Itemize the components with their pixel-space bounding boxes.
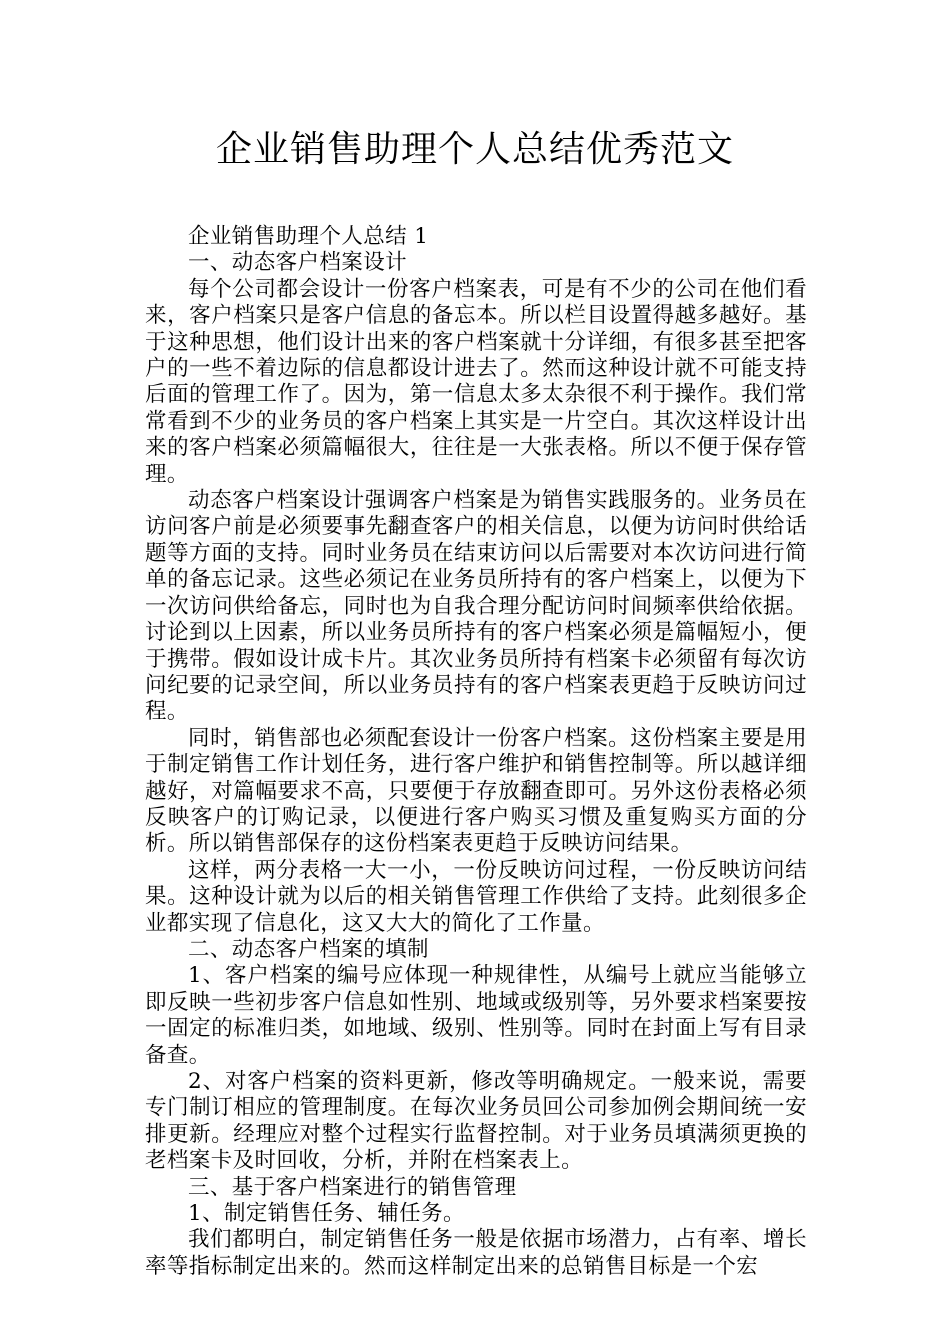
body-paragraph: 我们都明白，制定销售任务一般是依据市场潜力，占有率、增长率等指标制定出来的。然而这样制定出来的总销售目标是一个宏 — [145, 1227, 807, 1279]
subheading: 二、动态客户档案的填制 — [188, 936, 429, 962]
document-title: 企业销售助理个人总结优秀范文 — [215, 129, 734, 170]
body-paragraph: 同时，销售部也必须配套设计一份客户档案。这份档案主要是用于制定销售工作计划任务，进行客户维护和销售控制等。所以越详细越好，对篇幅要求不高，只要便于存放翻查即可。另外这份表格必须反映客户的订购记录，以便进行客户购买习惯及重复购买方面的分析。所以销售部保存的这份档案表更趋于反映访问结果。 — [145, 725, 807, 857]
body-paragraph: 2、对客户档案的资料更新，修改等明确规定。一般来说，需要专门制订相应的管理制度。在每次业务员回公司参加例会期间统一安排更新。经理应对整个过程实行监督控制。对于业务员填满须更换的老档案卡及时回收，分析，并附在档案表上。 — [145, 1069, 807, 1174]
subheading: 三、基于客户档案进行的销售管理 — [188, 1174, 517, 1200]
body-paragraph: 1、客户档案的编号应体现一种规律性，从编号上就应当能够立即反映一些初步客户信息如性别、地域或级别等，另外要求档案要按一固定的标准归类，如地域、级别、性别等。同时在封面上写有目录备查。 — [145, 963, 807, 1068]
subheading: 1、制定销售任务、辅任务。 — [188, 1201, 465, 1227]
document-body — [145, 224, 807, 1280]
body-paragraph: 每个公司都会设计一份客户档案表，可是有不少的公司在他们看来，客户档案只是客户信息的备忘本。所以栏目设置得越多越好。基于这种思想，他们设计出来的客户档案就十分详细，有很多甚至把客户的一些不着边际的信息都设计进去了。然而这种设计就不可能支持后面的管理工作了。因为，第一信息太多太杂很不利于操作。我们常常看到不少的业务员的客户档案上其实是一片空白。其次这样设计出来的客户档案必须篇幅很大，往往是一大张表格。所以不便于保存管理。 — [145, 276, 807, 487]
section-heading: 企业销售助理个人总结 1 — [188, 224, 429, 249]
subheading: 一、动态客户档案设计 — [188, 250, 408, 276]
body-paragraph: 动态客户档案设计强调客户档案是为销售实践服务的。业务员在访问客户前是必须要事先翻查客户的相关信息，以便为访问时供给话题等方面的支持。同时业务员在结束访问以后需要对本次访问进行简单的备忘记录。这些必须记在业务员所持有的客户档案上，以便为下一次访问供给备忘，同时也为自我合理分配访问时间频率供给依据。讨论到以上因素，所以业务员所持有的客户档案必须是篇幅短小，便于携带。假如设计成卡片。其次业务员所持有档案卡必须留有每次访问纪要的记录空间，所以业务员持有的客户档案表更趋于反映访问过程。 — [145, 488, 807, 725]
body-paragraph: 这样，两分表格一大一小，一份反映访问过程，一份反映访问结果。这种设计就为以后的相关销售管理工作供给了支持。此刻很多企业都实现了信息化，这又大大的简化了工作量。 — [145, 857, 807, 936]
